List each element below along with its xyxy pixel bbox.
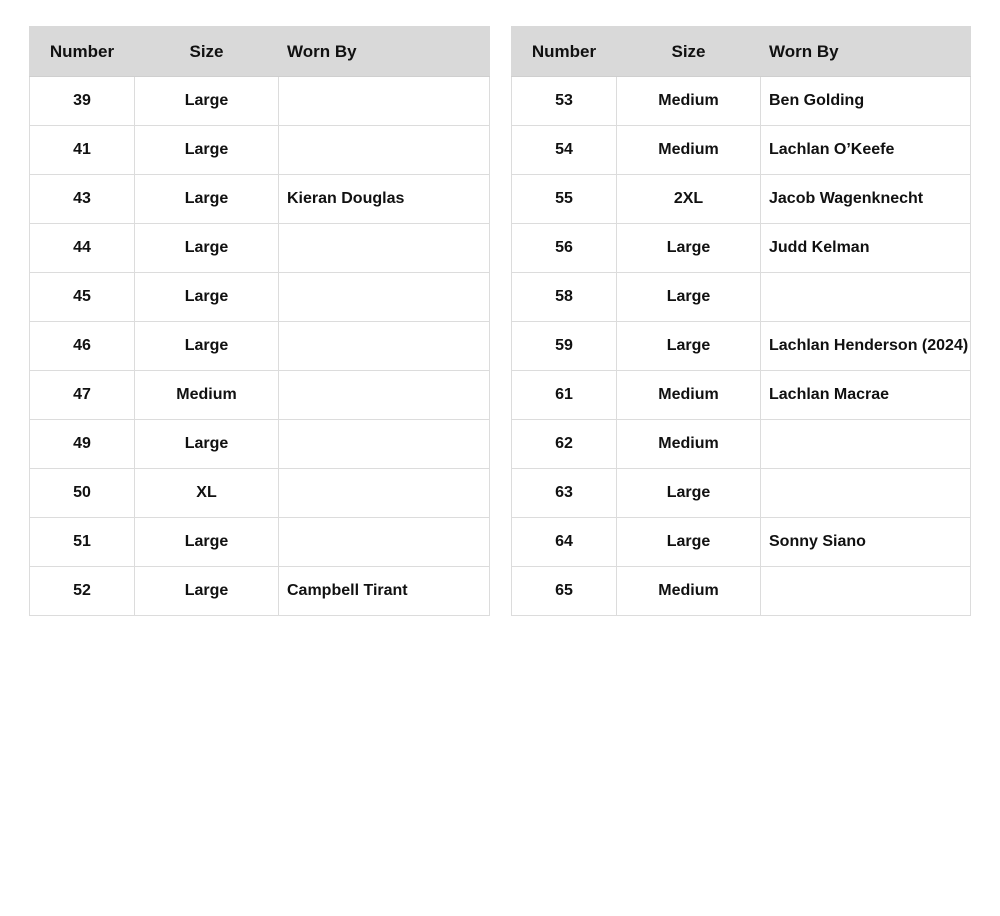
table-row xyxy=(512,469,971,518)
cell-number: 46 xyxy=(30,322,135,371)
cell-worn-by: Jacob Wagenknecht xyxy=(761,175,971,224)
cell-number: 39 xyxy=(30,77,135,126)
cell-worn-by: Judd Kelman xyxy=(761,224,971,273)
table-row xyxy=(512,224,971,273)
cell-number: 65 xyxy=(512,567,617,616)
cell-size: Medium xyxy=(617,420,761,469)
cell-size: Large xyxy=(135,224,279,273)
cell-size: Medium xyxy=(617,567,761,616)
cell-worn-by: Campbell Tirant xyxy=(279,567,490,616)
cell-size: Medium xyxy=(135,371,279,420)
cell-worn-by xyxy=(761,567,971,616)
cell-number: 52 xyxy=(30,567,135,616)
cell-number: 54 xyxy=(512,126,617,175)
cell-size: XL xyxy=(135,469,279,518)
cell-size: Large xyxy=(135,126,279,175)
cell-worn-by xyxy=(761,273,971,322)
cell-worn-by: Ben Golding xyxy=(761,77,971,126)
header-number: Number xyxy=(512,27,617,77)
cell-worn-by xyxy=(279,322,490,371)
cell-size: Large xyxy=(135,518,279,567)
table-row xyxy=(30,518,490,567)
cell-number: 61 xyxy=(512,371,617,420)
cell-worn-by: Kieran Douglas xyxy=(279,175,490,224)
cell-size: Large xyxy=(617,273,761,322)
table-row xyxy=(30,175,490,224)
table-row xyxy=(512,126,971,175)
header-size: Size xyxy=(617,27,761,77)
header-size: Size xyxy=(135,27,279,77)
cell-number: 56 xyxy=(512,224,617,273)
cell-number: 43 xyxy=(30,175,135,224)
cell-worn-by: Lachlan Macrae xyxy=(761,371,971,420)
table-row xyxy=(30,322,490,371)
table-row xyxy=(30,371,490,420)
cell-size: Large xyxy=(617,322,761,371)
table-header-row xyxy=(30,27,490,77)
cell-number: 58 xyxy=(512,273,617,322)
table-row xyxy=(30,567,490,616)
table-row xyxy=(30,224,490,273)
cell-worn-by xyxy=(761,420,971,469)
table-row xyxy=(512,175,971,224)
table-row xyxy=(30,273,490,322)
jersey-table-left xyxy=(29,26,490,616)
table-row xyxy=(512,273,971,322)
cell-number: 41 xyxy=(30,126,135,175)
table-row xyxy=(30,469,490,518)
cell-size: Large xyxy=(135,175,279,224)
header-worn-by: Worn By xyxy=(761,27,971,77)
cell-size: Large xyxy=(617,518,761,567)
cell-number: 63 xyxy=(512,469,617,518)
table-row xyxy=(30,126,490,175)
jersey-table-right xyxy=(511,26,971,616)
table-row xyxy=(512,518,971,567)
cell-size: Medium xyxy=(617,371,761,420)
cell-worn-by: Lachlan Henderson (2024) xyxy=(761,322,971,371)
cell-number: 51 xyxy=(30,518,135,567)
cell-size: Large xyxy=(135,273,279,322)
table-row xyxy=(512,371,971,420)
cell-worn-by xyxy=(761,469,971,518)
cell-number: 64 xyxy=(512,518,617,567)
cell-number: 55 xyxy=(512,175,617,224)
cell-number: 59 xyxy=(512,322,617,371)
header-worn-by: Worn By xyxy=(279,27,490,77)
cell-size: Large xyxy=(135,77,279,126)
cell-worn-by xyxy=(279,420,490,469)
cell-size: Large xyxy=(617,469,761,518)
cell-size: Medium xyxy=(617,126,761,175)
cell-number: 50 xyxy=(30,469,135,518)
cell-worn-by xyxy=(279,77,490,126)
cell-worn-by xyxy=(279,224,490,273)
table-row xyxy=(512,420,971,469)
table-row xyxy=(512,322,971,371)
header-number: Number xyxy=(30,27,135,77)
table-row xyxy=(30,420,490,469)
table-row xyxy=(512,77,971,126)
cell-size: Large xyxy=(617,224,761,273)
cell-size: Large xyxy=(135,567,279,616)
table-row xyxy=(512,567,971,616)
cell-size: Large xyxy=(135,420,279,469)
cell-number: 49 xyxy=(30,420,135,469)
table-header-row xyxy=(512,27,971,77)
cell-worn-by xyxy=(279,273,490,322)
cell-worn-by xyxy=(279,469,490,518)
cell-size: Medium xyxy=(617,77,761,126)
cell-worn-by xyxy=(279,518,490,567)
cell-worn-by xyxy=(279,126,490,175)
table-row xyxy=(30,77,490,126)
cell-worn-by xyxy=(279,371,490,420)
cell-worn-by: Sonny Siano xyxy=(761,518,971,567)
cell-worn-by: Lachlan O’Keefe xyxy=(761,126,971,175)
cell-number: 62 xyxy=(512,420,617,469)
cell-number: 47 xyxy=(30,371,135,420)
cell-number: 44 xyxy=(30,224,135,273)
cell-number: 45 xyxy=(30,273,135,322)
cell-size: 2XL xyxy=(617,175,761,224)
cell-number: 53 xyxy=(512,77,617,126)
cell-size: Large xyxy=(135,322,279,371)
